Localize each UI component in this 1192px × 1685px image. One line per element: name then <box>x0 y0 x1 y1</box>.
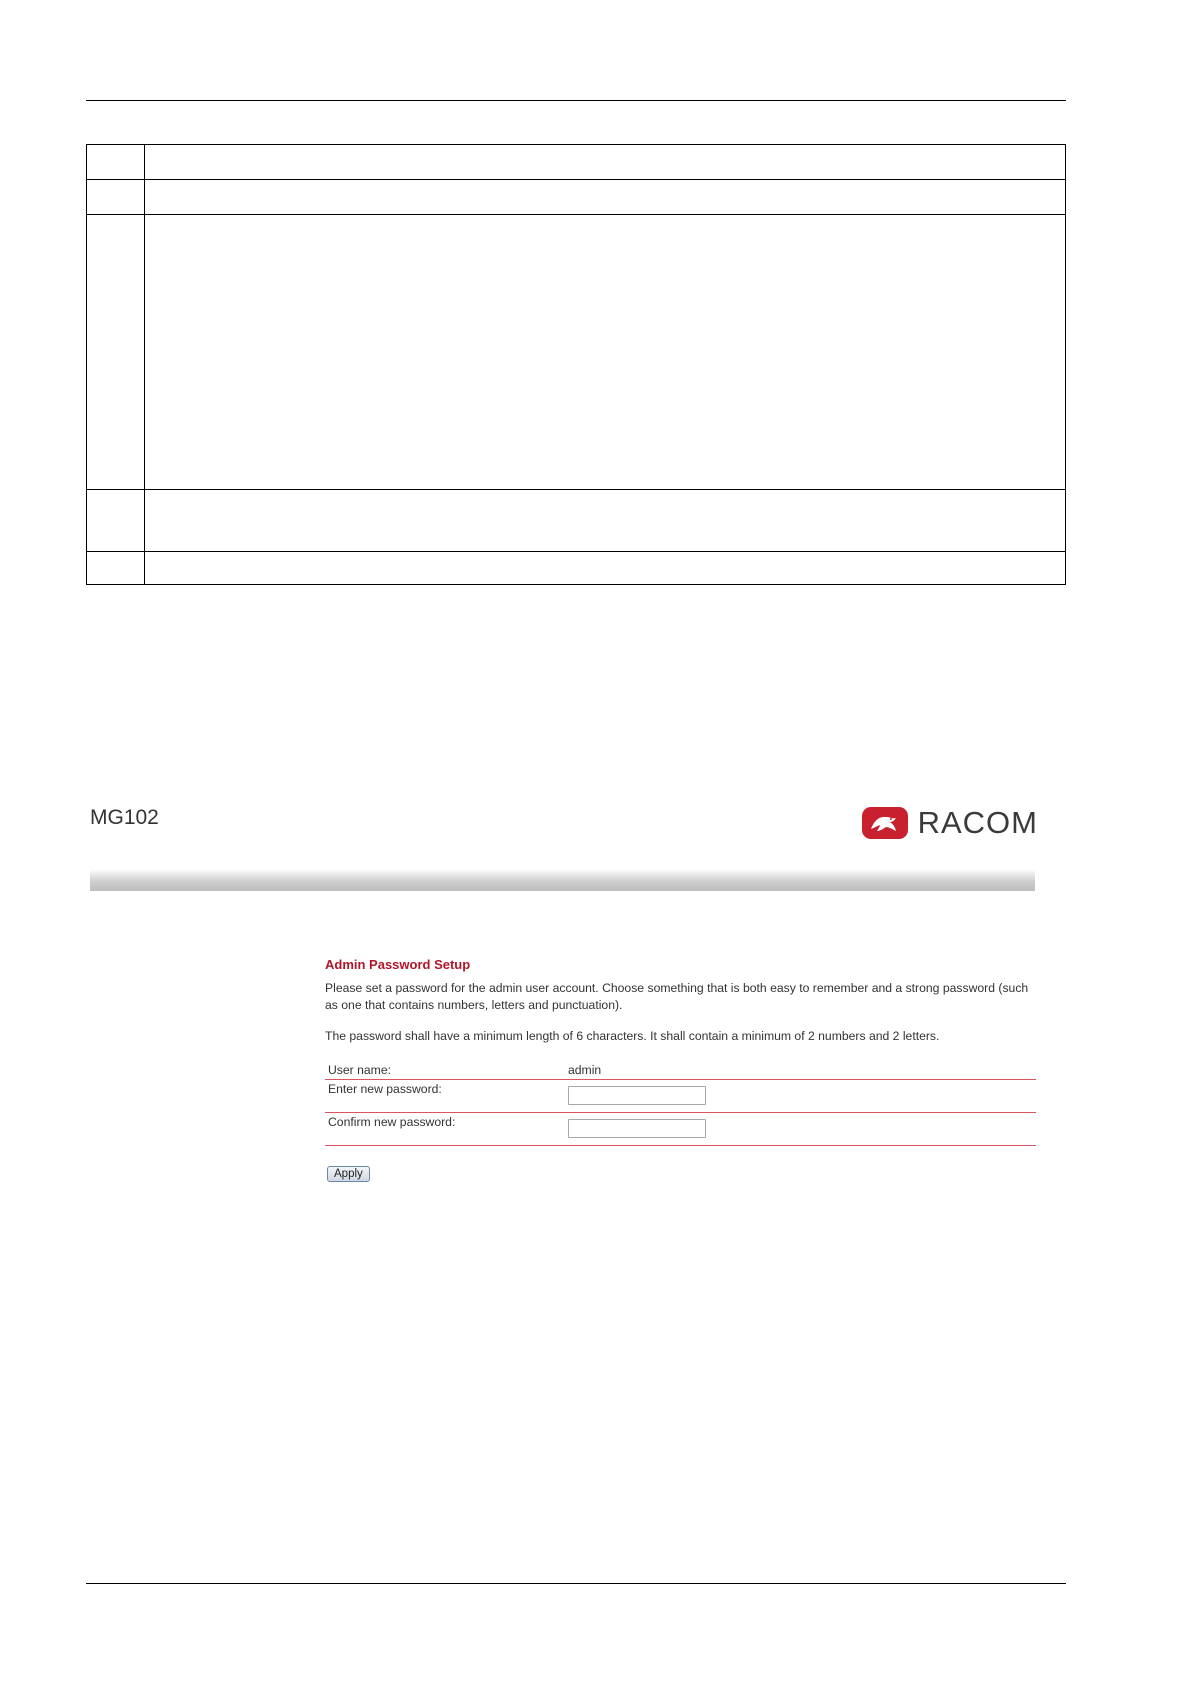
confirm-password-label: Confirm new password: <box>325 1113 565 1146</box>
admin-password-form <box>325 957 1036 1182</box>
intro-paragraph: Please set a password for the admin user account. Choose something that is both easy to remember and a strong password (such as one that contains numbers, letters and punctuation). <box>325 981 1029 1012</box>
table-row <box>87 145 1066 180</box>
user-name-label: User name: <box>325 1061 565 1080</box>
new-password-row <box>325 1080 1036 1113</box>
table-row <box>87 180 1066 215</box>
table-row <box>87 215 1066 490</box>
table-row <box>87 552 1066 585</box>
product-name: MG102 <box>90 806 159 829</box>
racom-logo-icon <box>862 807 908 839</box>
user-name-value: admin <box>565 1061 1036 1080</box>
confirm-password-row <box>325 1113 1036 1146</box>
racom-logo <box>862 805 1038 841</box>
footer-rule <box>86 1583 1066 1584</box>
user-name-row <box>325 1061 1036 1080</box>
new-password-input[interactable] <box>568 1086 706 1105</box>
header-gradient-bar <box>90 869 1035 891</box>
apply-button[interactable]: Apply <box>327 1166 370 1182</box>
new-password-label: Enter new password: <box>325 1080 565 1113</box>
ui-screenshot <box>86 790 1038 1210</box>
empty-table <box>86 144 1066 585</box>
password-rules-paragraph: The password shall have a minimum length of 6 characters. It shall contain a minimum of 2 numbers and 2 letters. <box>325 1029 940 1043</box>
logo-text: RACOM <box>917 805 1038 840</box>
table-row <box>87 490 1066 552</box>
form-title: Admin Password Setup <box>325 957 471 972</box>
confirm-password-input[interactable] <box>568 1119 706 1138</box>
credentials-table <box>325 1061 1036 1146</box>
header-rule <box>86 100 1066 101</box>
